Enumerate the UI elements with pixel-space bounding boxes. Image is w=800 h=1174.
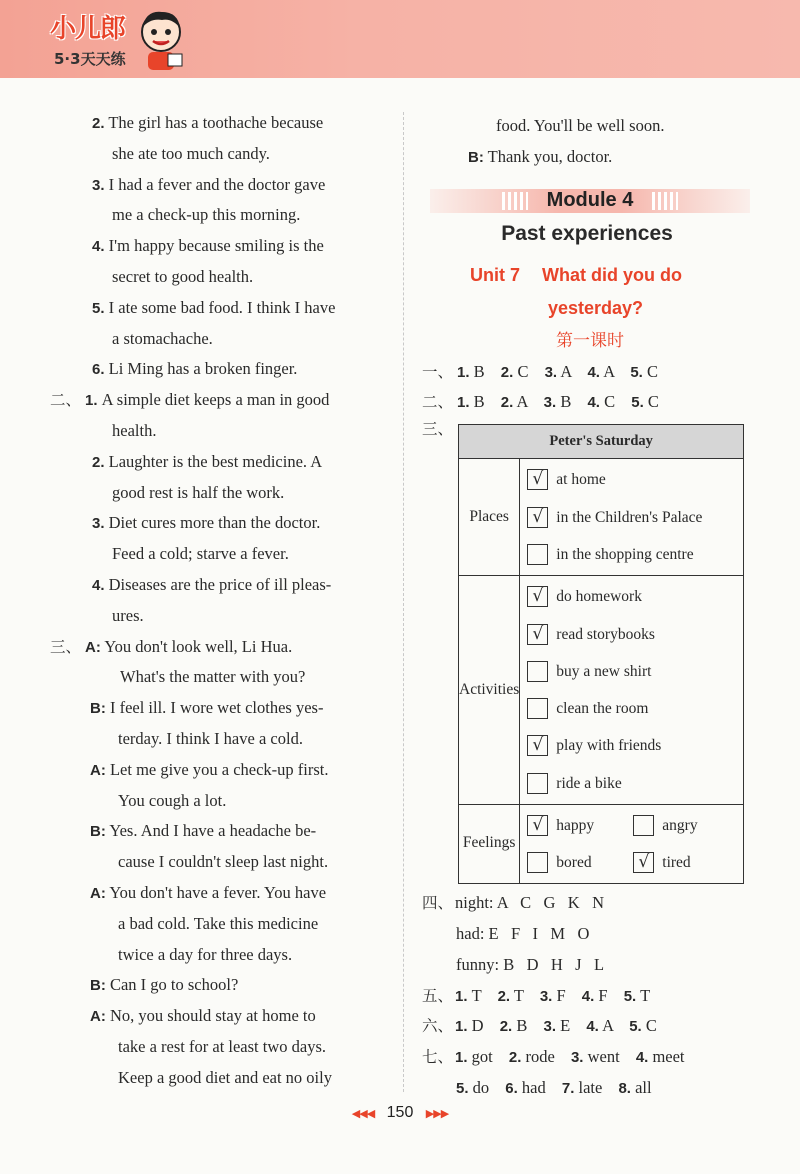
checkbox-option: buy a new shirt	[527, 653, 739, 690]
list-item-cont: good rest is half the work.	[112, 482, 285, 502]
header-band	[0, 0, 800, 78]
answer-row: 5. do 6. had 7. late 8. all	[456, 1077, 652, 1097]
dialogue-line: A: You don't have a fever. You have	[90, 882, 327, 902]
checkbox-option: ride a bike	[527, 765, 739, 802]
dialogue-line: B: Yes. And I have a headache be-	[90, 821, 317, 841]
section-label: 三、	[50, 637, 82, 656]
answer-row: funny: B D H J L	[456, 954, 605, 974]
dialogue-cont: What's the matter with you?	[120, 667, 306, 687]
answer-row: 五、 1. T 2. T 3. F 4. F 5. T	[422, 985, 651, 1005]
checkbox-icon: √	[527, 507, 548, 528]
answer-row: 四、 night: A C G K N	[422, 893, 605, 913]
checkbox-icon: √	[633, 852, 654, 873]
checkbox-option: √ do homework	[527, 578, 739, 615]
list-item: 6. Li Ming has a broken finger.	[92, 359, 298, 379]
left-arrows-icon: ◀◀◀	[351, 1108, 375, 1120]
module-subtitle: Past experiences	[501, 221, 673, 245]
checkbox-option: √ tired	[633, 844, 739, 881]
checkbox-option: √ happy	[527, 807, 633, 844]
table-section	[422, 418, 752, 888]
page-number: 150	[386, 1104, 414, 1121]
page-number-footer	[0, 1104, 800, 1122]
checkbox-option: √ in the Children's Palace	[527, 498, 739, 535]
checkbox-icon	[527, 544, 548, 565]
checkbox-icon: √	[527, 469, 548, 490]
dialogue-cont: cause I couldn't sleep last night.	[118, 852, 329, 872]
category-places: Places	[459, 459, 520, 576]
right-column	[422, 111, 752, 1104]
module-heading	[430, 189, 750, 213]
dialogue-cont: You cough a lot.	[118, 790, 227, 810]
brand-name: 小儿郎	[50, 14, 126, 44]
dialogue-cont: a bad cold. Take this medicine	[118, 913, 319, 933]
dialogue-cont: Keep a good diet and eat no oily	[118, 1067, 332, 1087]
answer-row: 二、 1. B 2. A 3. B 4. C 5. C	[422, 392, 659, 412]
category-activities: Activities	[459, 576, 520, 805]
checkbox-icon	[527, 852, 548, 873]
unit-heading	[422, 259, 752, 292]
unit-heading-line2	[422, 292, 752, 325]
category-feelings: Feelings	[459, 804, 520, 883]
checkbox-icon: √	[527, 586, 548, 607]
dialogue-cont: twice a day for three days.	[118, 944, 293, 964]
unit-title: What did you do	[542, 264, 682, 285]
list-item: 4. I'm happy because smiling is the	[92, 236, 324, 256]
list-item-cont: me a check-up this morning.	[112, 205, 301, 225]
list-item: 5. I ate some bad food. I think I have	[92, 297, 336, 317]
checkbox-icon: √	[527, 624, 548, 645]
series-name: 5·3天天练	[54, 50, 126, 68]
section-label: 二、	[50, 391, 82, 410]
checkbox-option: in the shopping centre	[527, 536, 739, 573]
checkbox-option: bored	[527, 844, 633, 881]
dialogue-line: B: Thank you, doctor.	[468, 146, 613, 166]
left-column	[50, 108, 385, 1094]
answer-row: had: E F I M O	[456, 923, 590, 943]
answer-row: 一、 1. B 2. C 3. A 4. A 5. C	[422, 361, 658, 381]
table-title: Peter's Saturday	[459, 425, 744, 459]
right-arrows-icon: ▶▶▶	[425, 1108, 449, 1120]
list-item: 3. I had a fever and the doctor gave	[92, 174, 326, 194]
checkbox-icon	[527, 698, 548, 719]
lesson-title: 第一课时	[556, 330, 624, 351]
dialogue-line: B: I feel ill. I wore wet clothes yes-	[90, 698, 324, 718]
answer-row: 六、 1. D 2. B 3. E 4. A 5. C	[422, 1016, 657, 1036]
answer-row: 七、 1. got 2. rode 3. went 4. meet	[422, 1047, 685, 1067]
checkbox-option: √ at home	[527, 461, 739, 498]
checkbox-icon	[527, 661, 548, 682]
dialogue-line: 三、 A: You don't look well, Li Hua.	[50, 636, 293, 656]
list-item: 3. Diet cures more than the doctor.	[92, 513, 321, 533]
dialogue-line: A: Let me give you a check-up first.	[90, 759, 329, 779]
checkbox-option: √ read storybooks	[527, 615, 739, 652]
checkbox-option: clean the room	[527, 690, 739, 727]
list-item-cont: health.	[112, 420, 157, 440]
checkbox-icon: √	[527, 735, 548, 756]
dialogue-line: A: No, you should stay at home to	[90, 1006, 316, 1026]
checkbox-icon: √	[527, 815, 548, 836]
list-item-cont: she ate too much candy.	[112, 143, 270, 163]
column-divider	[403, 112, 404, 1092]
checkbox-icon	[527, 773, 548, 794]
brand-logo	[50, 6, 190, 74]
list-item: 二、 1. A simple diet keeps a man in good	[50, 390, 330, 410]
list-item: 2. The girl has a toothache because	[92, 113, 324, 132]
checkbox-option: angry	[633, 807, 739, 844]
list-item: 2. Laughter is the best medicine. A	[92, 451, 323, 471]
list-item: 4. Diseases are the price of ill pleas-	[92, 574, 332, 594]
list-item-cont: secret to good health.	[112, 266, 254, 286]
dialogue-cont: terday. I think I have a cold.	[118, 728, 303, 748]
unit-label: Unit 7	[470, 264, 521, 285]
section-label: 三、	[422, 420, 454, 439]
list-item-cont: ures.	[112, 605, 144, 625]
dialogue-cont: take a rest for at least two days.	[118, 1036, 327, 1056]
unit-title-cont: yesterday?	[548, 297, 644, 318]
checkbox-option: √ play with friends	[527, 727, 739, 764]
module-title: Module 4	[546, 188, 634, 211]
dialogue-line: B: Can I go to school?	[90, 975, 239, 995]
list-item-cont: Feed a cold; starve a fever.	[112, 544, 289, 564]
peters-saturday-table	[458, 424, 744, 884]
dialogue-cont: food. You'll be well soon.	[496, 116, 665, 135]
list-item-cont: a stomachache.	[112, 328, 213, 348]
mascot-icon	[138, 10, 184, 74]
checkbox-icon	[633, 815, 654, 836]
